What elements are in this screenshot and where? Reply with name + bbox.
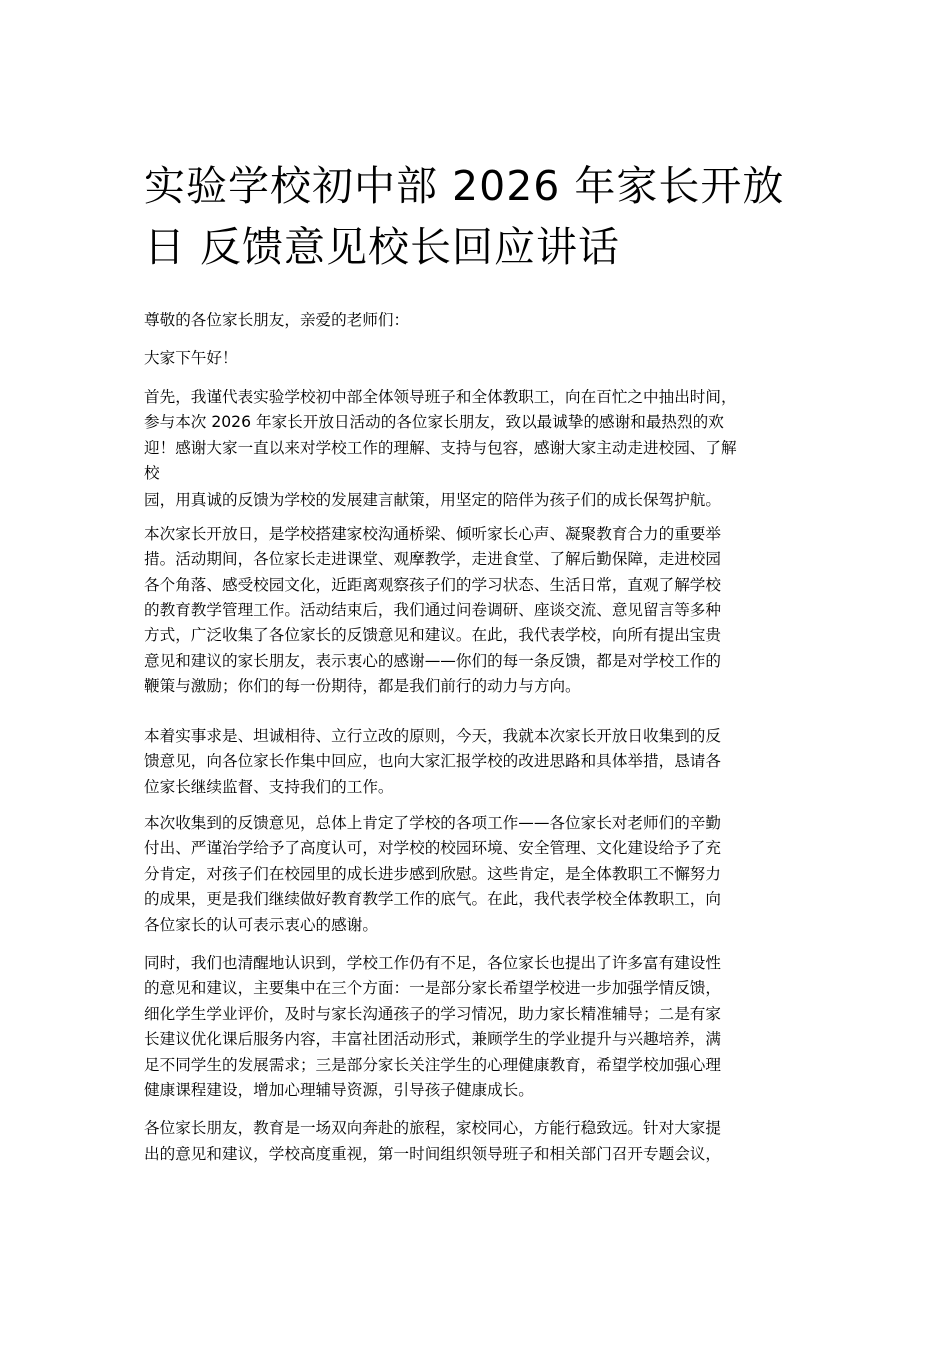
body-paragraph <box>144 811 814 938</box>
body-paragraph <box>144 951 814 1103</box>
text-line: 健康课程建设，增加心理辅导资源，引导孩子健康成长。 <box>144 1080 534 1099</box>
text-line: 意见和建议的家长朋友，表示衷心的感谢——你们的每一条反馈，都是对学校工作的 <box>144 651 721 670</box>
text-line: 出的意见和建议，学校高度重视，第一时间组织领导班子和相关部门召开专题会议， <box>144 1144 721 1163</box>
document-title <box>144 156 834 278</box>
text-line: 首先，我谨代表实验学校初中部全体领导班子和全体教职工，向在百忙之中抽出时间， <box>144 387 737 406</box>
text-line: 鞭策与激励；你们的每一份期待，都是我们前行的动力与方向。 <box>144 677 581 696</box>
text-line: 本着实事求是、坦诚相待、立行立改的原则，今天，我就本次家长开放日收集到的反 <box>144 726 721 745</box>
title-line: 实验学校初中部 2026 年家长开放 <box>144 162 785 210</box>
text-line: 同时，我们也清醒地认识到，学校工作仍有不足，各位家长也提出了许多富有建设性 <box>144 953 721 972</box>
text-line: 参与本次 2026 年家长开放日活动的各位家长朋友，致以最诚挚的感谢和最热烈的欢 <box>144 413 724 432</box>
text-line: 大家下午好！ <box>144 349 238 368</box>
text-line: 的成果，更是我们继续做好教育教学工作的底气。在此，我代表学校全体教职工，向 <box>144 890 721 909</box>
text-line: 园，用真诚的反馈为学校的发展建言献策，用坚定的陪伴为孩子们的成长保驾护航。 <box>144 491 721 510</box>
text-line: 位家长继续监督、支持我们的工作。 <box>144 777 394 796</box>
text-line: 各个角落、感受校园文化，近距离观察孩子们的学习状态、生活日常，直观了解学校 <box>144 575 721 594</box>
salutation-paragraph <box>144 308 814 333</box>
text-line: 分肯定，对孩子们在校园里的成长进步感到欣慰。这些肯定，是全体教职工不懈努力 <box>144 864 721 883</box>
document-body <box>144 308 814 1167</box>
greeting-paragraph <box>144 346 814 371</box>
text-line: 本次家长开放日，是学校搭建家校沟通桥梁、倾听家长心声、凝聚教育合力的重要举 <box>144 524 721 543</box>
body-paragraph <box>144 1116 814 1167</box>
text-line: 馈意见，向各位家长作集中回应，也向大家汇报学校的改进思路和具体举措，恳请各 <box>144 752 721 771</box>
text-line: 尊敬的各位家长朋友，亲爱的老师们： <box>144 311 410 329</box>
text-line: 的教育教学管理工作。活动结束后，我们通过问卷调研、座谈交流、意见留言等多种 <box>144 601 721 620</box>
title-line: 日 反馈意见校长回应讲话 <box>144 223 621 271</box>
body-paragraph <box>144 522 814 700</box>
text-line: 付出、严谨治学给予了高度认可，对学校的校园环境、安全管理、文化建设给予了充 <box>144 839 721 858</box>
text-line: 校 <box>144 464 160 483</box>
text-line: 各位家长的认可表示衷心的感谢。 <box>144 915 378 934</box>
text-line: 足不同学生的发展需求；三是部分家长关注学生的心理健康教育，希望学校加强心理 <box>144 1055 721 1074</box>
body-paragraph <box>144 488 814 513</box>
text-line: 方式，广泛收集了各位家长的反馈意见和建议。在此，我代表学校，向所有提出宝贵 <box>144 626 721 645</box>
body-paragraph <box>144 724 814 800</box>
text-line: 的意见和建议，主要集中在三个方面：一是部分家长希望学校进一步加强学情反馈， <box>144 979 721 998</box>
text-line: 长建议优化课后服务内容，丰富社团活动形式，兼顾学生的学业提升与兴趣培养，满 <box>144 1030 721 1049</box>
text-line: 迎！感谢大家一直以来对学校工作的理解、支持与包容，感谢大家主动走进校园、了解 <box>144 438 737 457</box>
text-line: 本次收集到的反馈意见，总体上肯定了学校的各项工作——各位家长对老师们的辛勤 <box>144 813 721 832</box>
body-paragraph <box>144 385 814 487</box>
text-line: 措。活动期间，各位家长走进课堂、观摩教学，走进食堂、了解后勤保障，走进校园 <box>144 550 721 569</box>
text-line: 细化学生学业评价，及时与家长沟通孩子的学习情况，助力家长精准辅导；二是有家 <box>144 1004 721 1023</box>
text-line: 各位家长朋友，教育是一场双向奔赴的旅程，家校同心，方能行稳致远。针对大家提 <box>144 1119 721 1138</box>
